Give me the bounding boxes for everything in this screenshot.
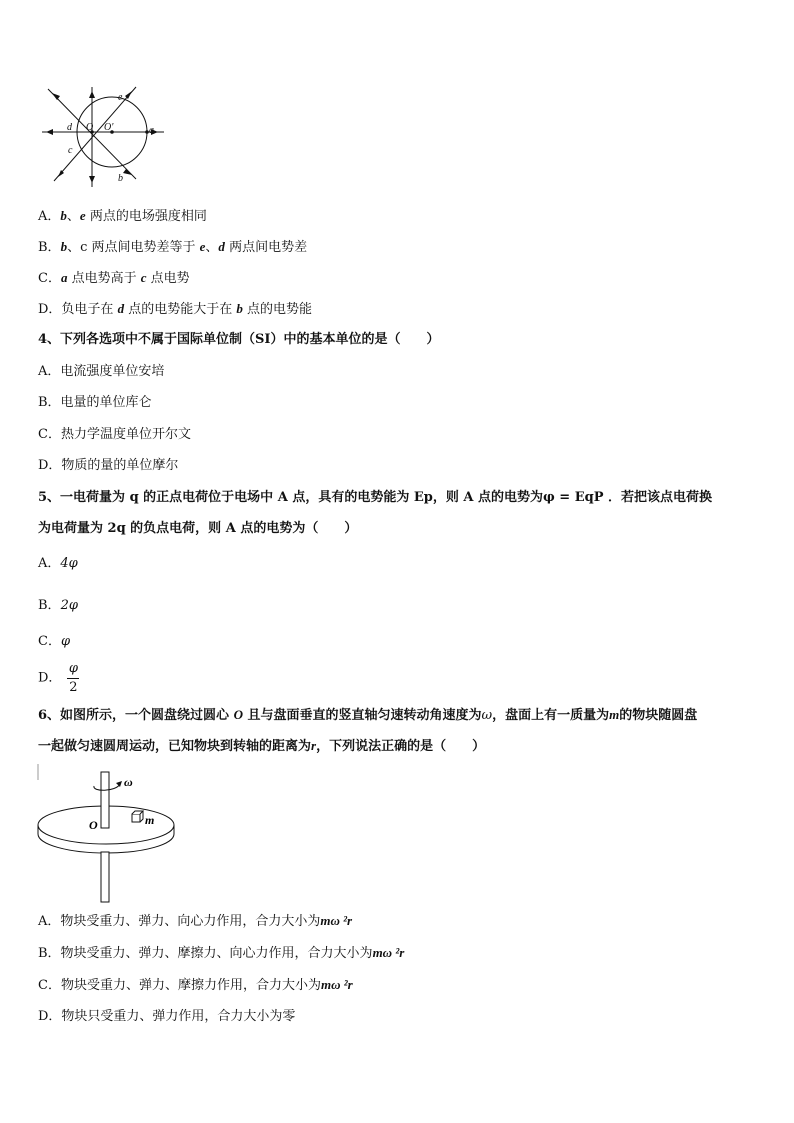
option-text: C．物块受重力、弹力、摩擦力作用，合力大小为: [38, 978, 321, 993]
formula: mω ²r: [320, 913, 353, 928]
fraction-numerator: φ: [68, 661, 78, 676]
option-prefix: A．: [38, 209, 61, 224]
option-prefix: C．: [38, 271, 61, 286]
q5-stem-line1: 5、一电荷量为 q 的正点电荷位于电场中 A 点，具有的电势能为 Ep，则 A 点的电势为φ = EqP ．若把该点电荷换: [38, 490, 712, 505]
option-prefix: D．负电子在: [38, 302, 114, 317]
arrow-upleft: [52, 93, 60, 100]
option-text: 点电势: [150, 271, 190, 286]
stem-text: 且与盘面垂直的竖直轴匀速转动角速度为: [247, 708, 482, 723]
var-b: b: [60, 239, 68, 254]
var-r: r: [311, 738, 317, 753]
label-Oprime: O': [104, 122, 114, 133]
var-a: a: [60, 270, 68, 285]
q5-option-d: [38, 662, 79, 695]
label-O: O: [86, 122, 94, 133]
q6-stem-line2: [38, 737, 485, 756]
var-d: d: [218, 239, 225, 254]
q6-option-c: [38, 976, 353, 995]
axle-lower: [101, 852, 109, 902]
q4-option-d: D．物质的量的单位摩尔: [38, 458, 179, 473]
formula: mω ²r: [372, 945, 405, 960]
q5-option-b: [38, 597, 78, 615]
label-m: m: [145, 813, 155, 827]
q4-option-a: A．电流强度单位安培: [38, 364, 165, 379]
electric-field-figure: [38, 85, 168, 190]
q3-option-a: [38, 207, 207, 226]
option-value: φ: [60, 634, 71, 649]
stem-text: 的物块随圆盘: [619, 708, 698, 723]
q4-option-c: C．热力学温度单位开尔文: [38, 427, 191, 442]
option-prefix: D．: [38, 670, 62, 686]
q3-option-c: [38, 269, 190, 288]
option-text: A．物块受重力、弹力、向心力作用，合力大小为: [38, 914, 321, 929]
q5-option-a: [38, 555, 78, 573]
var-e: e: [79, 208, 86, 223]
var-d: d: [117, 301, 125, 316]
label-omega: ω: [124, 775, 133, 789]
var-m: m: [609, 707, 620, 722]
option-prefix: B．: [38, 598, 61, 613]
q5-option-c: [38, 633, 70, 651]
var-b: b: [60, 208, 67, 223]
option-text: 点的电势能: [247, 302, 313, 317]
stem-text: ，盘面上有一质量为: [492, 708, 610, 723]
option-text: B．物块受重力、弹力、摩擦力、向心力作用，合力大小为: [38, 946, 373, 961]
separator: 、: [205, 240, 219, 255]
axle-upper: [101, 772, 109, 828]
q6-option-d: D．物块只受重力、弹力作用，合力大小为零: [38, 1009, 296, 1024]
q6-stem-line1: [38, 706, 697, 725]
fraction-denominator: 2: [69, 680, 78, 695]
arrow-down: [89, 176, 95, 183]
rotating-disk-figure: [34, 762, 184, 904]
label-c: c: [68, 145, 73, 156]
option-text: 点的电势能大于在: [128, 302, 233, 317]
var-b: b: [236, 301, 243, 316]
option-value: 4φ: [60, 556, 78, 571]
q4-stem: 4、下列各选项中不属于国际单位制（SI）中的基本单位的是（ ）: [38, 332, 440, 347]
formula: mω ²r: [320, 977, 353, 992]
label-e: e: [118, 92, 123, 103]
arrow-left: [46, 129, 53, 135]
label-d: d: [67, 122, 72, 133]
q6-option-a: [38, 912, 352, 931]
stem-text: ，下列说法正确的是（ ）: [316, 739, 486, 754]
option-value: 2φ: [60, 598, 78, 613]
q6-option-b: [38, 944, 404, 963]
q4-option-b: B．电量的单位库仑: [38, 395, 152, 410]
label-O: O: [89, 818, 98, 832]
option-prefix: B．: [38, 240, 61, 255]
option-text: 点电势高于: [71, 271, 137, 286]
label-b: b: [118, 173, 123, 184]
option-text: 两点的电场强度相同: [89, 209, 207, 224]
stem-text: 一起做匀速圆周运动，已知物块到转轴的距离为: [38, 739, 312, 754]
q3-option-b: [38, 238, 307, 257]
label-a: a: [149, 125, 154, 136]
fraction-bar: [67, 678, 79, 679]
q3-option-d: [38, 300, 312, 319]
fraction: [67, 662, 79, 695]
option-prefix: A．: [38, 556, 61, 571]
var-omega: ω: [481, 708, 493, 723]
var-O: O: [233, 707, 243, 722]
q5-stem-line2: 为电荷量为 2q 的负点电荷，则 A 点的电势为（ ）: [38, 521, 358, 536]
var-e: e: [199, 239, 206, 254]
stem-text: 6、如图所示，一个圆盘绕过圆心: [38, 708, 230, 723]
var-c: c: [140, 270, 147, 285]
separator: 、: [66, 209, 80, 224]
separator: 、c 两点间电势差等于: [67, 240, 196, 255]
option-text: 两点间电势差: [229, 240, 308, 255]
arrow-up: [89, 91, 95, 98]
option-prefix: C．: [38, 634, 61, 649]
